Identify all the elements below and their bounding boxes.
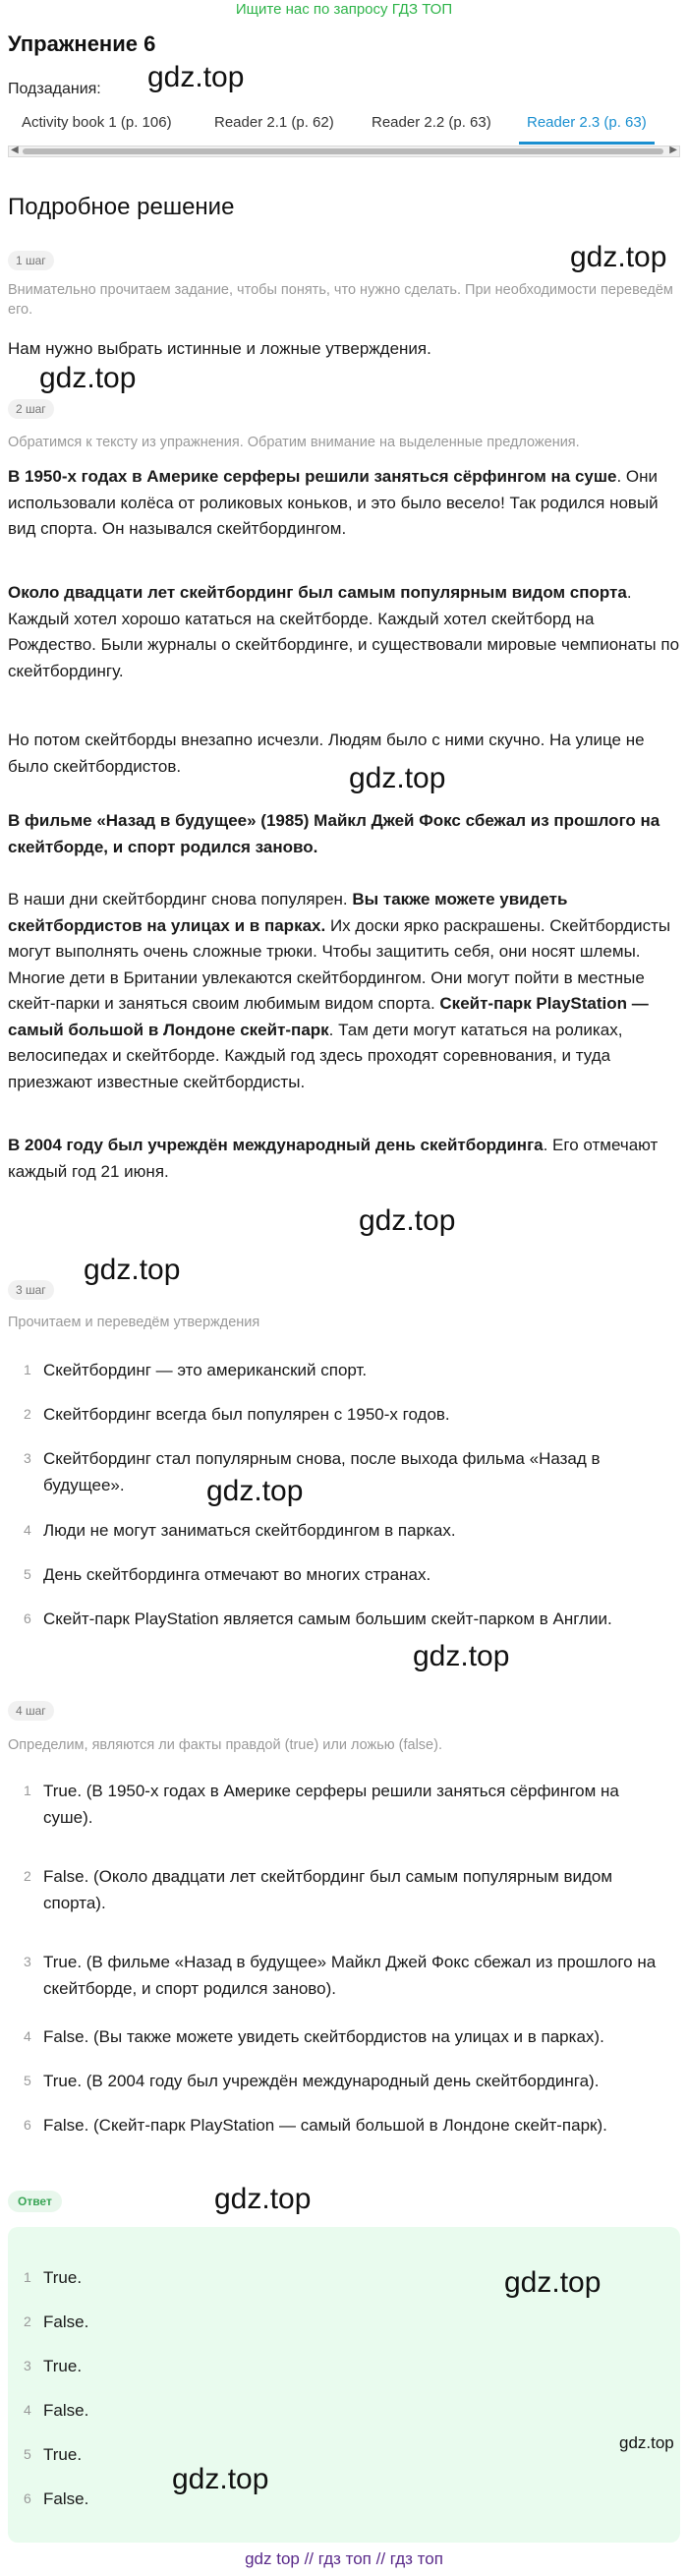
highlighted-sentence: В 1950-х годах в Америке серферы решили заняться сёрфингом на суше	[8, 467, 617, 486]
paragraph-text: . Там дети могут кататься на роликах, велосипедах и скейтборде. Каждый год здесь проходят соревнования, и туда приезжают известные скейтбордисты.	[8, 1020, 623, 1091]
list-item-text: Скейтбординг стал популярным снова, после выхода фильма «Назад в будущее».	[43, 1449, 601, 1494]
step-badge: 2 шаг	[8, 399, 54, 419]
step-hint: Обратимся к тексту из упражнения. Обратим внимание на выделенные предложения.	[8, 435, 580, 450]
footer-links[interactable]: gdz top // гдз топ // гдз топ	[245, 2549, 443, 2568]
step-badge: 4 шаг	[8, 1701, 54, 1721]
list-item-text: True.	[43, 2445, 83, 2464]
list-item-text: True. (В фильме «Назад в будущее» Майкл Джей Фокс сбежал из прошлого на скейтборде, и спорт родился заново).	[43, 1953, 657, 1998]
text-paragraph	[8, 808, 680, 860]
scrollbar-thumb[interactable]	[23, 148, 663, 154]
step-hint: Определим, являются ли факты правдой (true) или ложью (false).	[8, 1737, 442, 1753]
paragraph-text: В наши дни скейтбординг снова популярен.	[8, 890, 353, 908]
list-item-text: Скейтбординг всегда был популярен с 1950-х годов.	[43, 1405, 450, 1424]
text-paragraph	[8, 464, 680, 543]
scroll-right-icon[interactable]: ▶	[669, 145, 677, 155]
watermark: gdz.top	[359, 1204, 456, 1237]
list-item-text: False.	[43, 2401, 89, 2420]
list-item-text: False.	[43, 2313, 89, 2331]
tab-reader-2-3[interactable]: Reader 2.3 (p. 63)	[519, 108, 655, 145]
list-item-text: True. (В 1950-х годах в Америке серферы решили заняться сёрфингом на суше).	[43, 1782, 619, 1827]
step-text: Нам нужно выбрать истинные и ложные утверждения.	[8, 339, 431, 358]
list-item-text: False. (Вы также можете увидеть скейтбордистов на улицах и в парках).	[43, 2027, 604, 2046]
watermark: gdz.top	[172, 2463, 269, 2495]
highlighted-sentence: Вы также можете увидеть скейтбордистов на улицах и в парках.	[8, 890, 568, 935]
watermark: gdz.top	[214, 2183, 312, 2215]
tabs-scrollbar[interactable]	[8, 146, 680, 157]
highlighted-sentence: Скейт-парк PlayStation — самый большой в Лондоне скейт-парк	[8, 994, 649, 1039]
text-paragraph	[8, 887, 680, 1095]
watermark: gdz.top	[147, 61, 245, 93]
paragraph-text: . Каждый хотел хорошо кататься на скейтборде. Каждый хотел скейтборд на Рождество. Были журналы о скейтбординге, и существовали мировые чемпионаты по скейтбордингу.	[8, 583, 680, 680]
list-item-text: True.	[43, 2357, 83, 2375]
text-paragraph	[8, 580, 680, 684]
watermark: gdz.top	[619, 2433, 674, 2452]
highlighted-sentence: В фильме «Назад в будущее» (1985) Майкл Джей Фокс сбежал из прошлого на скейтборде, и спорт родился заново.	[8, 811, 660, 856]
list-item-text: True. (В 2004 году был учреждён международный день скейтбординга).	[43, 2072, 600, 2090]
step-badge: 3 шаг	[8, 1280, 54, 1300]
paragraph-text: . Его отмечают каждый год 21 июня.	[8, 1136, 659, 1181]
text-paragraph	[8, 1133, 680, 1185]
step-badge: 1 шаг	[8, 251, 54, 270]
watermark: gdz.top	[349, 762, 446, 794]
tab-reader-2-1[interactable]: Reader 2.1 (p. 62)	[214, 114, 334, 131]
list-item-text: False. (Скейт-парк PlayStation — самый большой в Лондоне скейт-парк).	[43, 2116, 607, 2135]
tab-activity-book-1[interactable]: Activity book 1 (p. 106)	[22, 114, 172, 131]
watermark: gdz.top	[413, 1640, 510, 1672]
list-item-text: False. (Около двадцати лет скейтбординг был самым популярным видом спорта).	[43, 1867, 613, 1912]
watermark: gdz.top	[39, 362, 137, 394]
paragraph-text: Их доски ярко раскрашены. Скейтбордисты могут выполнять очень сложные трюки. Чтобы защитить себя, они носят шлемы. Многие дети в Британии увлекаются скейтбордингом. Они могут пойти в местные скейт-парки и заняться своим любимым видом спорта.	[8, 915, 671, 1013]
search-banner[interactable]: Ищите нас по запросу ГДЗ ТОП	[235, 1, 453, 18]
subtasks-label: Подзадания:	[8, 81, 101, 97]
solution-heading: Подробное решение	[8, 194, 235, 220]
paragraph-text: . Они использовали колёса от роликовых коньков, и это было весело! Так родился новый вид спорта. Он назывался скейтбордингом.	[8, 467, 659, 538]
page-title: Упражнение 6	[8, 31, 156, 56]
text-paragraph: Но потом скейтборды внезапно исчезли. Людям было с ними скучно. На улице не было скейтбордистов.	[8, 731, 645, 776]
watermark: gdz.top	[570, 241, 667, 273]
scroll-left-icon[interactable]: ◀	[11, 145, 19, 155]
answer-badge: Ответ	[8, 2191, 62, 2212]
subtask-tabs	[8, 108, 680, 146]
list-item-text: Скейтбординг — это американский спорт.	[43, 1361, 368, 1379]
list-item-text: День скейтбординга отмечают во многих странах.	[43, 1565, 431, 1584]
list-item-text: False.	[43, 2489, 89, 2508]
watermark: gdz.top	[84, 1254, 181, 1286]
step-hint: Внимательно прочитаем задание, чтобы понять, что нужно сделать. При необходимости переведём его.	[8, 282, 673, 318]
list-item-text: Скейт-парк PlayStation является самым большим скейт-парком в Англии.	[43, 1610, 612, 1628]
list-item-text: True.	[43, 2268, 83, 2287]
step-hint: Прочитаем и переведём утверждения	[8, 1315, 260, 1330]
watermark: gdz.top	[504, 2266, 602, 2299]
answer-box: 1 True. 2 False. 3 True. 4 False. 5 True. 6 False.	[8, 2227, 680, 2543]
tab-reader-2-2[interactable]: Reader 2.2 (p. 63)	[372, 114, 491, 131]
list-item-text: Люди не могут заниматься скейтбордингом в парках.	[43, 1521, 456, 1540]
watermark: gdz.top	[206, 1475, 304, 1507]
highlighted-sentence: Около двадцати лет скейтбординг был самым популярным видом спорта	[8, 583, 627, 602]
highlighted-sentence: В 2004 году был учреждён международный день скейтбординга	[8, 1136, 544, 1154]
